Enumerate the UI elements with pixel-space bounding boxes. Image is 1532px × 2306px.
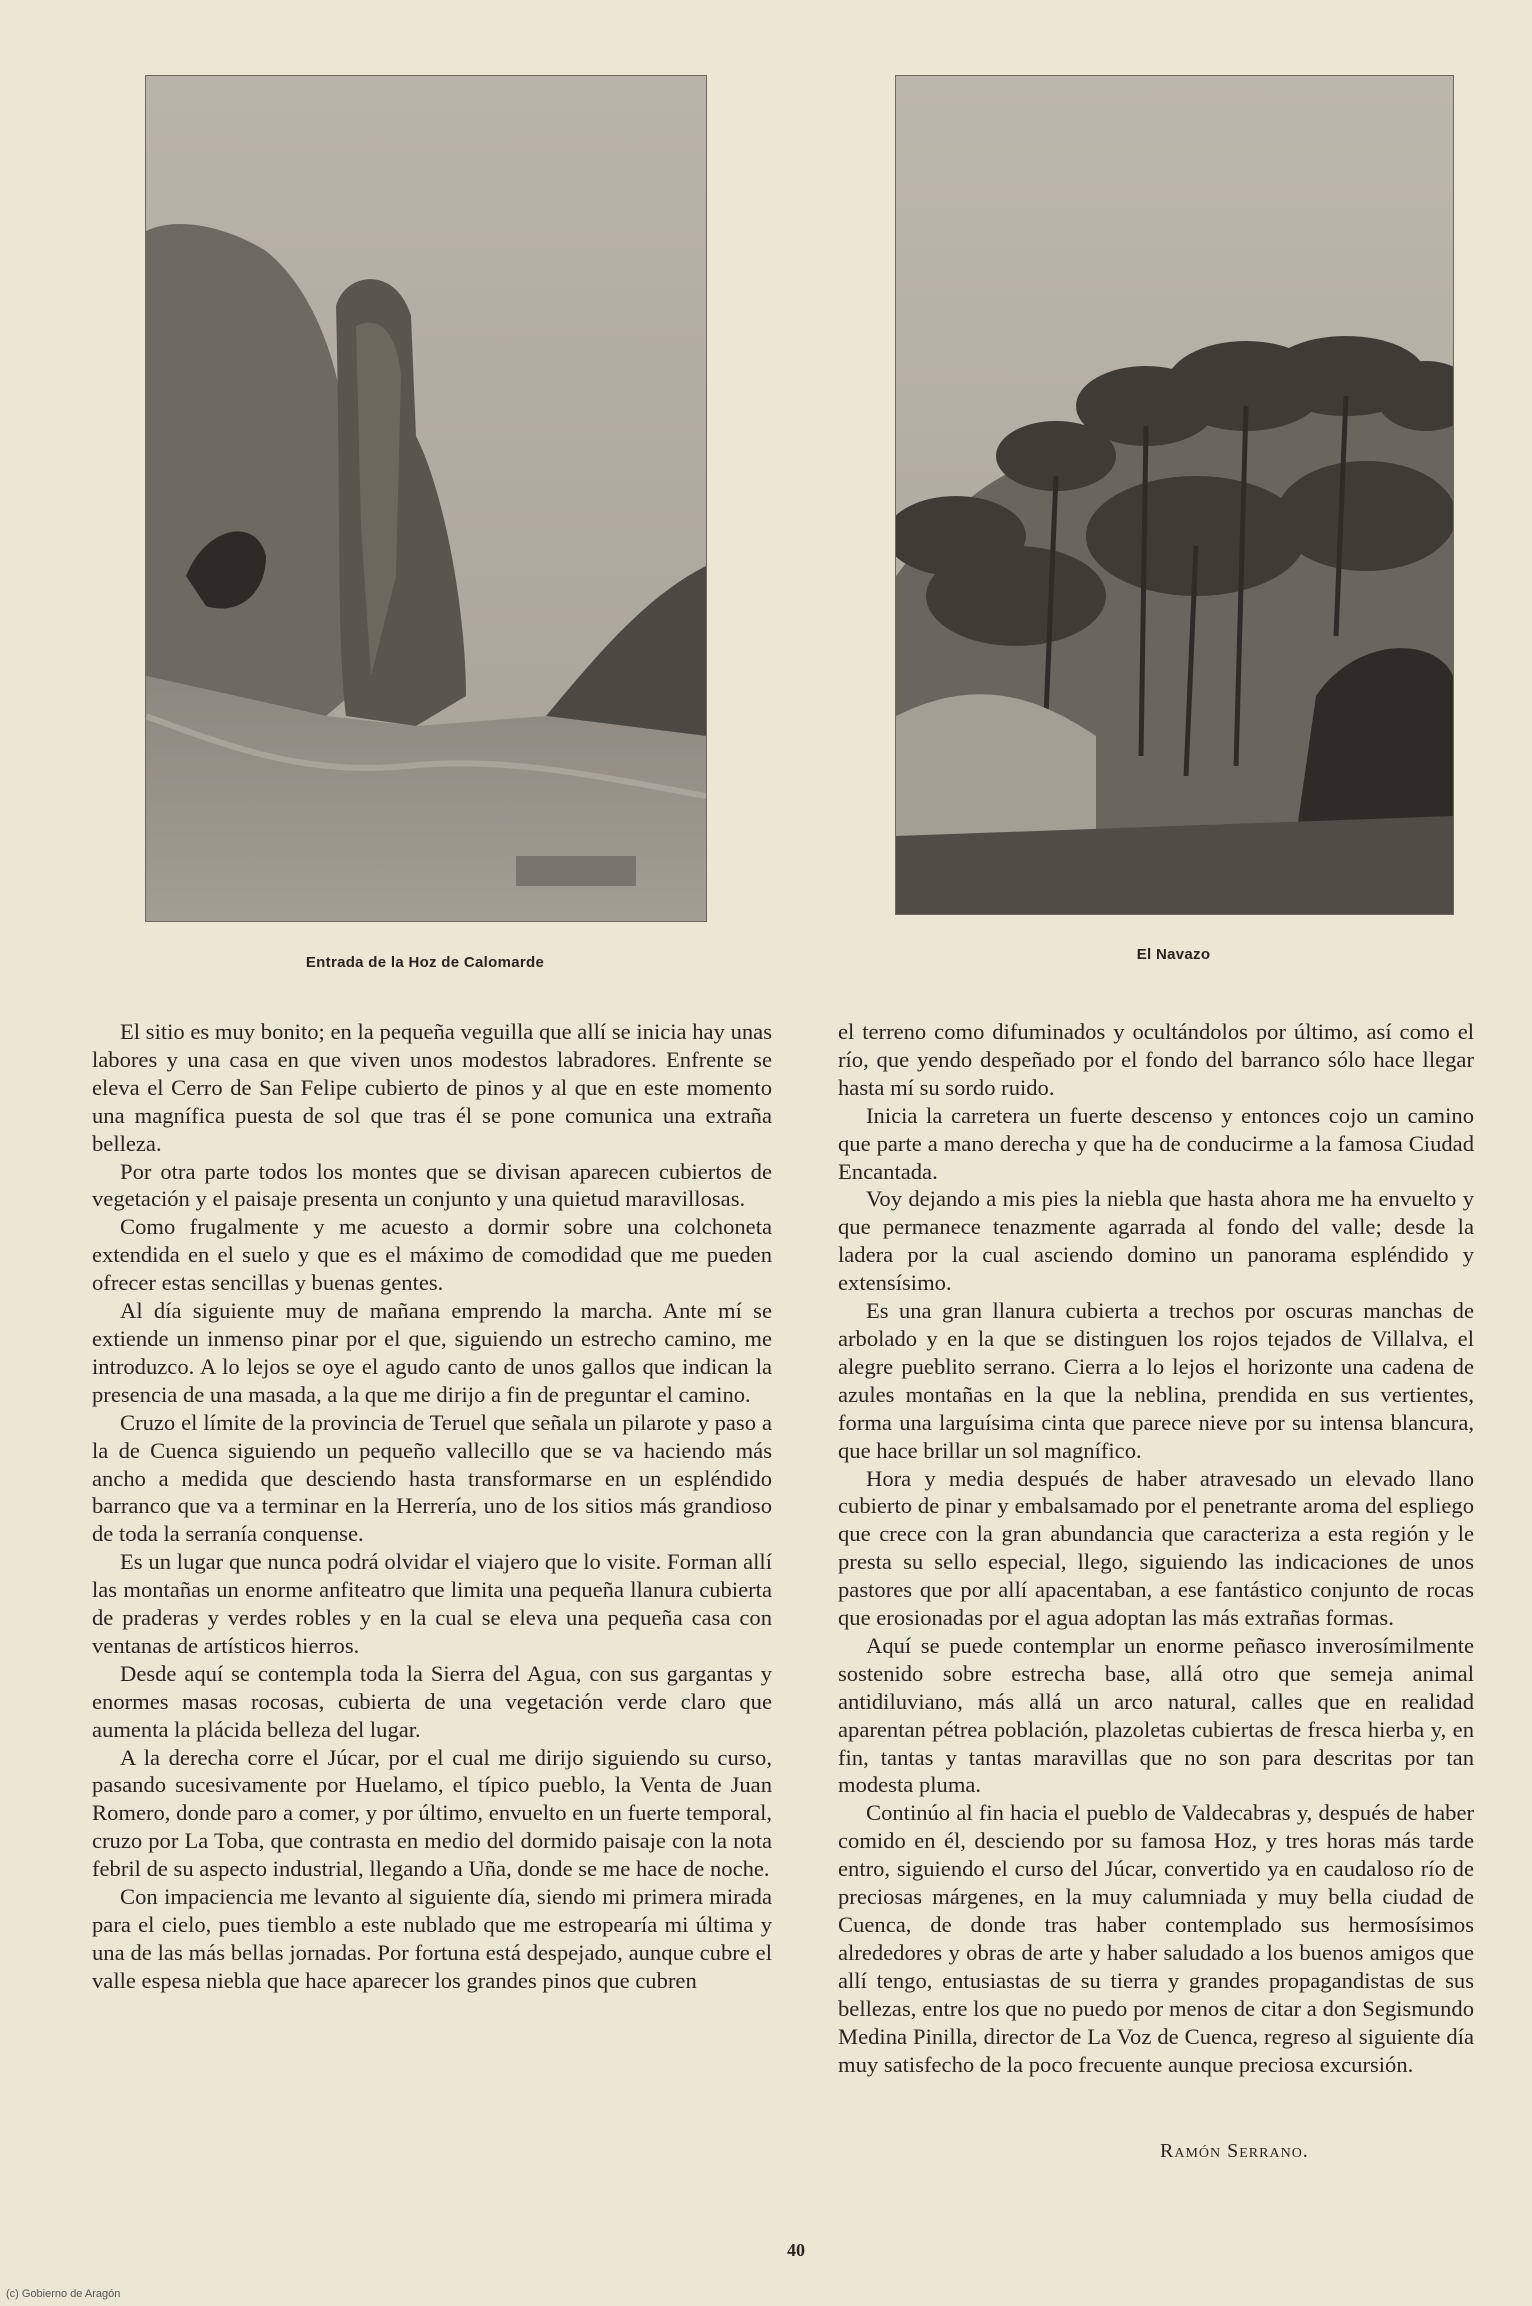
paragraph: Hora y media después de haber atravesado un elevado llano cubierto de pinar y embalsamado por el penetrante aroma del espliego que crece con la gran abundancia que caracteriza a esta región y le presta su sello especial, llego, siguiendo las indicaciones de unos pastores que por allí apacentaban, a ese fantástico conjunto de rocas que erosionadas por el agua adoptan las más extrañas formas. bbox=[838, 1465, 1474, 1631]
page-number: 40 bbox=[787, 2240, 805, 2260]
author-signature: Ramón Serrano. bbox=[1160, 2140, 1309, 2162]
paragraph: Inicia la carretera un fuerte descenso y entonces cojo un camino que parte a mano derecha y que ha de conducirme a la famosa Ciudad Encantada. bbox=[838, 1102, 1474, 1184]
paragraph: Es un lugar que nunca podrá olvidar el viajero que lo visite. Forman allí las montañas un enorme anfiteatro que limita una pequeña llanura cubierta de praderas y verdes robles y en la cual se eleva una pequeña casa con ventanas de artísticos hierros. bbox=[92, 1549, 772, 1658]
paragraph: Por otra parte todos los montes que se divisan aparecen cubiertos de vegetación y el paisaje presenta un conjunto y una quietud maravillosas. bbox=[92, 1158, 772, 1212]
copyright-credit: (c) Gobierno de Aragón bbox=[6, 2288, 121, 2300]
paragraph: A la derecha corre el Júcar, por el cual me dirijo siguiendo su curso, pasando sucesivamente por Huelamo, el típico pueblo, la Venta de Juan Romero, donde paro a comer, y por último, envuelto en un fuerte temporal, cruzo por La Toba, que contrasta en medio del dormido paisaje con la nota febril de su aspecto industrial, llegando a Uña, donde se me hace de noche. bbox=[92, 1744, 772, 1882]
paragraph: Voy dejando a mis pies la niebla que hasta ahora me ha envuelto y que permanece tenazmente agarrada al fondo del valle; desde la ladera por la cual asciendo domino un panorama espléndido y extensísimo. bbox=[838, 1186, 1474, 1296]
paragraph: Al día siguiente muy de mañana emprendo la marcha. Ante mí se extiende un inmenso pinar por el que, siguiendo un estrecho camino, me introduzco. A lo lejos se oye el agudo canto de unos gallos que indican la presencia de una masada, a la que me dirijo a fin de preguntar el camino. bbox=[92, 1298, 772, 1407]
paragraph: Es una gran llanura cubierta a trechos por oscuras manchas de arbolado y en la que se distinguen los rojos tejados de Villalva, el alegre pueblito serrano. Cierra a lo lejos el horizonte una cadena de azules montañas en la que la neblina, prendida en sus vertientes, forma una larguísima cinta que parece nieve por su intensa blancura, que hace brillar un sol magnífico. bbox=[838, 1298, 1474, 1463]
paragraph: Con impaciencia me levanto al siguiente día, siendo mi primera mirada para el cielo, pues tiemblo a este nublado que me estropearía mi última y una de las más bellas jornadas. Por fortuna está despejado, aunque cubre el valle espesa niebla que hace aparecer los grandes pinos que cubren bbox=[92, 1884, 772, 1993]
paragraph: Continúo al fin hacia el pueblo de Valdecabras y, después de haber comido en él, desciendo por su famosa Hoz, y tres horas más tarde entro, siguiendo el curso del Júcar, convertido ya en caudaloso río de preciosas márgenes, en la muy calumniada y muy bella ciudad de Cuenca, de donde tras haber contemplado sus hermosísimos alrededores y obras de arte y haber saludado a los buenos amigos que allí tengo, entusiastas de su tierra y grandes propagandistas de sus bellezas, entre los que no puedo por menos de citar a don Segismundo Medina Pinilla, director de La Voz de Cuenca, regreso al siguiente día muy satisfecho de la poco frecuente aunque preciosa excursión. bbox=[838, 1800, 1474, 2077]
paragraph: Desde aquí se contempla toda la Sierra del Agua, con sus gargantas y enormes masas rocosas, cubierta de una vegetación verde claro que aumenta la plácida belleza del lugar. bbox=[92, 1660, 772, 1742]
paragraph: el terreno como difuminados y ocultándolos por último, así como el río, que yendo despeñado por el fondo del barranco sólo hace llegar hasta mí su sordo ruido. bbox=[838, 1019, 1474, 1100]
article-column-left bbox=[92, 1018, 772, 1995]
caption-right: El Navazo bbox=[1136, 946, 1211, 963]
paragraph: El sitio es muy bonito; en la pequeña veguilla que allí se inicia hay unas labores y una casa en que viven unos modestos labradores. Enfrente se eleva el Cerro de San Felipe cubierto de pinos y al que en este momento una magnífica puesta de sol que tras él se pone comunica una extraña belleza. bbox=[92, 1019, 772, 1156]
photo-el-navazo bbox=[895, 75, 1454, 915]
caption-left: Entrada de la Hoz de Calomarde bbox=[305, 954, 545, 971]
article-column-right bbox=[838, 1018, 1474, 2078]
paragraph: Cruzo el límite de la provincia de Teruel que señala un pilarote y paso a la de Cuenca siguiendo un pequeño vallecillo que se va haciendo más ancho a medida que desciendo hasta transformarse en un espléndido barranco que va a terminar en la Herrería, uno de los sitios más grandioso de toda la serranía conquense. bbox=[92, 1409, 772, 1547]
paragraph: Como frugalmente y me acuesto a dormir sobre una colchoneta extendida en el suelo y que es el máximo de comodidad que me pueden ofrecer estas sencillas y buenas gentes. bbox=[92, 1214, 772, 1296]
photo-hoz-de-calomarde bbox=[145, 75, 707, 922]
paragraph: Aquí se puede contemplar un enorme peñasco inverosímilmente sostenido sobre estrecha base, allá otro que semeja animal antidiluviano, más allá un arco natural, calles que en realidad aparentan pétrea población, plazoletas cubiertas de fresca hierba y, en fin, tantas y tantas maravillas que no son para descritas por tan modesta pluma. bbox=[838, 1632, 1474, 1798]
